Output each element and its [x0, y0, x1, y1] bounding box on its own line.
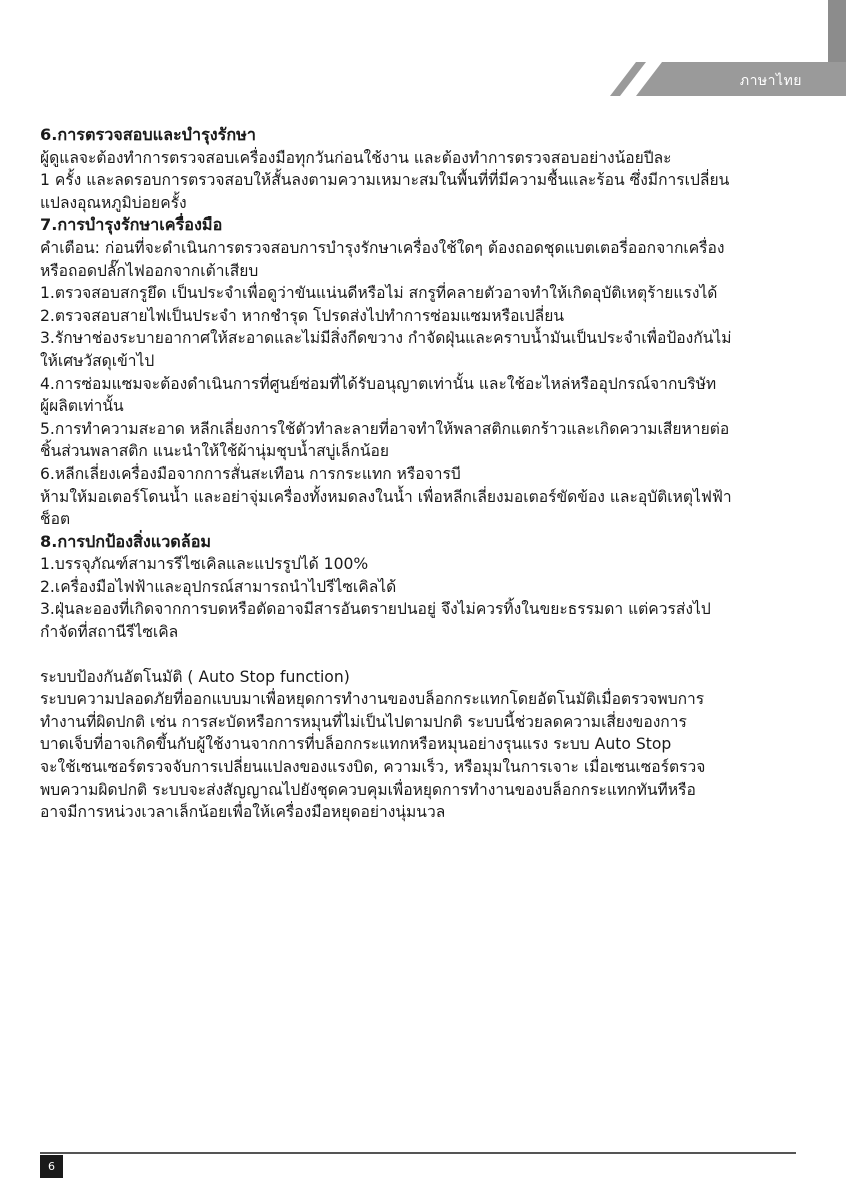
body-line: ผู้ผลิตเท่านั้น	[40, 397, 124, 416]
warning-line: คำเตือน: ก่อนที่จะดำเนินการตรวจสอบการบำรุงรักษาเครื่องใช้ใดๆ ต้องถอดชุดแบตเตอรี่ออกจากเครื่อง	[40, 238, 725, 257]
section-inspection	[40, 124, 810, 214]
body-line: 4.การซ่อมแซมจะต้องดำเนินการที่ศูนย์ซ่อมที่ได้รับอนุญาตเท่านั้น และใช้อะไหล่หรืออุปกรณ์จากบริษัท	[40, 374, 717, 393]
body-line: ระบบความปลอดภัยที่ออกแบบมาเพื่อหยุดการทำงานของบล็อกกระแทกโดยอัตโนมัติเมื่อตรวจพบการ	[40, 690, 705, 709]
auto-stop-title: ระบบป้องกันอัตโนมัติ ( Auto Stop function)	[40, 667, 350, 686]
body-line: ให้เศษวัสดุเข้าไป	[40, 351, 155, 370]
body-line: ผู้ดูแลจะต้องทำการตรวจสอบเครื่องมือทุกวันก่อนใช้งาน และต้องทำการตรวจสอบอย่างน้อยปีละ	[40, 148, 672, 167]
body-line: พบความผิดปกติ ระบบจะส่งสัญญาณไปยังชุดควบคุมเพื่อหยุดการทำงานของบล็อกกระแทกทันทีหรือ	[40, 780, 696, 799]
body-line: บาดเจ็บที่อาจเกิดขึ้นกับผู้ใช้งานจากการที่บล็อกกระแทกหรือหมุนอย่างรุนแรง ระบบ Auto Stop	[40, 735, 672, 754]
language-label: ภาษาไทย	[739, 73, 802, 89]
section-heading: 6.การตรวจสอบและบำรุงรักษา	[40, 125, 256, 144]
section-heading: 7.การบำรุงรักษาเครื่องมือ	[40, 215, 223, 235]
footer-divider	[40, 1152, 796, 1154]
body-line: ช็อต	[40, 510, 71, 529]
language-tab	[610, 62, 846, 96]
page-number: 6	[40, 1155, 63, 1178]
body-line: อาจมีการหน่วงเวลาเล็กน้อยเพื่อให้เครื่องมือหยุดอย่างนุ่มนวล	[40, 803, 446, 822]
body-line: 1.บรรจุภัณฑ์สามารรีไซเคิลและแปรรูปได้ 100%	[40, 555, 369, 574]
body-line: ชิ้นส่วนพลาสติก แนะนำให้ใช้ผ้านุ่มชุบน้ำสบู่เล็กน้อย	[40, 442, 390, 461]
section-maintenance	[40, 214, 810, 530]
section-auto-stop	[40, 666, 810, 824]
body-line: กำจัดที่สถานีรีไซเคิล	[40, 623, 179, 642]
body-line: แปลงอุณหภูมิบ่อยครั้ง	[40, 193, 187, 212]
warning-line: หรือถอดปลั๊กไฟออกจากเต้าเสียบ	[40, 261, 259, 280]
corner-accent-bar	[828, 0, 846, 62]
body-line: 5.การทำความสะอาด หลีกเลี่ยงการใช้ตัวทำละลายที่อาจทำให้พลาสติกแตกร้าวและเกิดความเสียหายต่อ	[40, 419, 730, 438]
section-heading: 8.การปกป้องสิ่งแวดล้อม	[40, 531, 212, 551]
body-line: 1 ครั้ง และลดรอบการตรวจสอบให้สั้นลงตามความเหมาะสมในพื้นที่ที่มีความชื้นและร้อน ซึ่งมีการเปลี่ยน	[40, 171, 730, 190]
body-line: ทำงานที่ผิดปกติ เช่น การสะบัดหรือการหมุนที่ไม่เป็นไปตามปกติ ระบบนี้ช่วยลดความเสี่ยงของการ	[40, 712, 687, 731]
body-line: 3.ฝุ่นละอองที่เกิดจากการบดหรือตัดอาจมีสารอันตรายปนอยู่ จึงไม่ควรทิ้งในขยะธรรมดา แต่ควรส่งไป	[40, 600, 711, 619]
body-line: 3.รักษาช่องระบายอากาศให้สะอาดและไม่มีสิ่งกีดขวาง กำจัดฝุ่นและคราบน้ำมันเป็นประจำเพื่อป้องกันไม่	[40, 329, 732, 348]
section-environment	[40, 531, 810, 644]
manual-content	[40, 124, 810, 824]
body-line: 2.ตรวจสอบสายไฟเป็นประจำ หากชำรุด โปรดส่งไปทำการซ่อมแซมหรือเปลี่ยน	[40, 306, 565, 325]
body-line: ห้ามให้มอเตอร์โดนน้ำ และอย่าจุ่มเครื่องทั้งหมดลงในน้ำ เพื่อหลีกเลี่ยงมอเตอร์ขัดข้อง และอุบัติเหตุไฟฟ้า	[40, 487, 732, 506]
body-line: 6.หลีกเลี่ยงเครื่องมือจากการสั่นสะเทือน การกระแทก หรือจารบี	[40, 464, 461, 483]
body-line: 2.เครื่องมือไฟฟ้าและอุปกรณ์สามารถนำไปรีไซเคิลได้	[40, 577, 397, 596]
section-spacer	[40, 644, 810, 666]
body-line: 1.ตรวจสอบสกรูยึด เป็นประจำเพื่อดูว่าขันแน่นดีหรือไม่ สกรูที่คลายตัวอาจทำให้เกิดอุบัติเหตุร้ายแรงได้	[40, 284, 718, 303]
body-line: จะใช้เซนเซอร์ตรวจจับการเปลี่ยนแปลงของแรงบิด, ความเร็ว, หรือมุมในการเจาะ เมื่อเซนเซอร์ตรวจ	[40, 758, 706, 777]
